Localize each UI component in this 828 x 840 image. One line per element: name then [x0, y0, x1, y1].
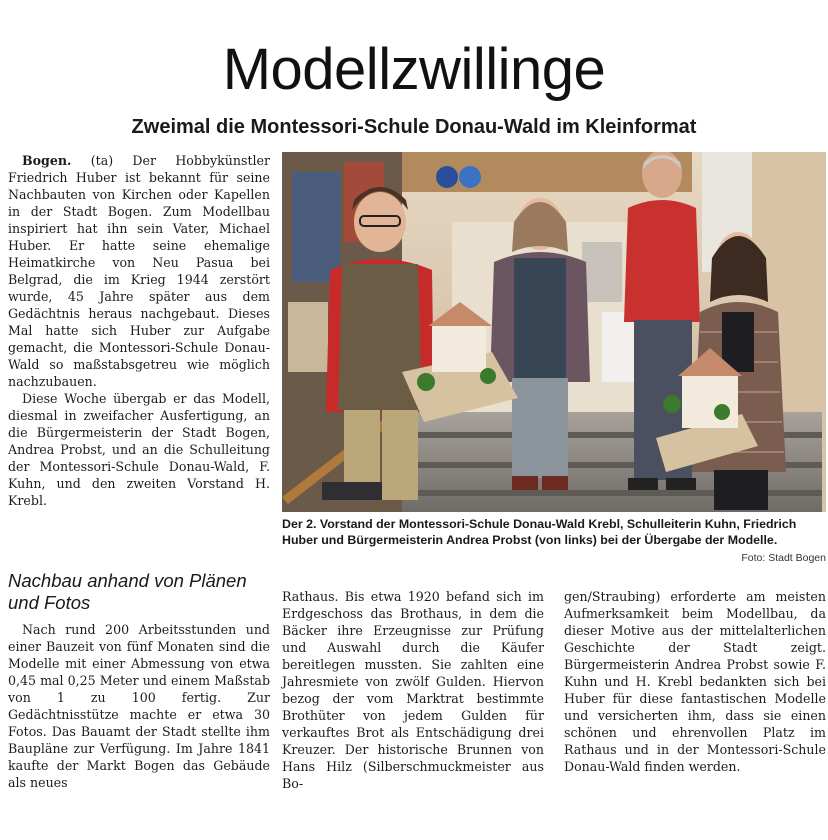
article-photo: [282, 152, 826, 512]
intro-text: (ta) Der Hobbykünstler Friedrich Huber ist bekannt für seine Nachbauten von Kirchen oder Kapellen in der Stadt Bogen. Zum Modellbau inspiriert hat ihn sein Vater, Michael Huber. Er hatte seine ehemalige Heimatkirche von Neu Pasua bei Belgrad, die im Krieg 1944 zerstört wurde, 45 Jahre später aus dem Gedächtnis heraus nachgebaut. Dieses Mal hatte sich Huber zur Aufgabe gemacht, die Montessori-Schule Donau-Wald so maßstabsgetreu wie möglich nachzubauen.: [8, 153, 270, 389]
photo-credit: Foto: Stadt Bogen: [741, 552, 826, 564]
section-heading: Nachbau anhand von Plänen und Fotos: [8, 570, 247, 613]
body-column-2: [282, 588, 544, 792]
body-paragraph-1: Nach rund 200 Arbeitsstunden und einer Bauzeit von fünf Monaten sind die Modelle mit einer Abmessung von etwa 0,45 mal 0,25 Meter und einem Maßstab von 1 zu 100 fertig. Zur Gedächtnisstütze machte er etwa 30 Fotos. Das Bauamt der Stadt stellte ihm Baupläne zur Verfügung. Im Jahre 1841 kaufte der Markt Bogen das Gebäude als neues: [8, 622, 270, 790]
body-paragraph-3: gen/Straubing) erforderte am meisten Aufmerksamkeit beim Modellbau, da dieser Motive aus der mittelalterlichen Geschichte der Stadt zeigt. Bürgermeisterin Andrea Probst sowie F. Kuhn und H. Krebl bedankten sich bei Huber für diese fantastischen Modelle und versicherten ihm, dass sie einen schönen und ehrenvollen Platz im Rathaus und in der Montessori-Schule Donau-Wald finden werden.: [564, 589, 826, 774]
subheadline: Zweimal die Montessori-Schule Donau-Wald im Kleinformat: [131, 116, 697, 138]
second-paragraph: Diese Woche übergab er das Modell, diesmal in zweifacher Ausfertigung, an die Bürgermeisterin der Stadt Bogen, Andrea Probst, und an die Schulleitung der Montessori-Schule Donau-Wald, F. Kuhn, und den zweiten Vorstand H. Krebl.: [8, 391, 270, 508]
headline: Modellzwillinge: [222, 37, 606, 102]
intro-column: [8, 152, 270, 509]
intro-paragraph: [8, 152, 270, 390]
photo-illustration: [282, 152, 826, 512]
photo-caption: Der 2. Vorstand der Montessori-Schule Donau-Wald Krebl, Schulleiterin Kuhn, Friedrich Huber und Bürgermeisterin Andrea Probst (von links) bei der Übergabe der Modelle.: [282, 517, 797, 547]
body-paragraph-2: Rathaus. Bis etwa 1920 befand sich im Erdgeschoss das Brothaus, in dem die Bäcker ihre Erzeugnisse zur Prüfung und Auswahl durch die Käufer bereitlegen mussten. Sie zahlten eine Jahresmiete von zwölf Gulden. Hiervon bezog der vom Marktrat bestimmte Brothüter von jedem Gulden für verkauftes Brot als Entschädigung drei Kreuzer. Der historische Brunnen von Hans Hilz (Silberschmuckmeister aus Bo-: [282, 589, 544, 791]
body-column-3: [564, 588, 826, 775]
dateline: Bogen.: [22, 153, 72, 168]
body-column-1: [8, 621, 270, 791]
